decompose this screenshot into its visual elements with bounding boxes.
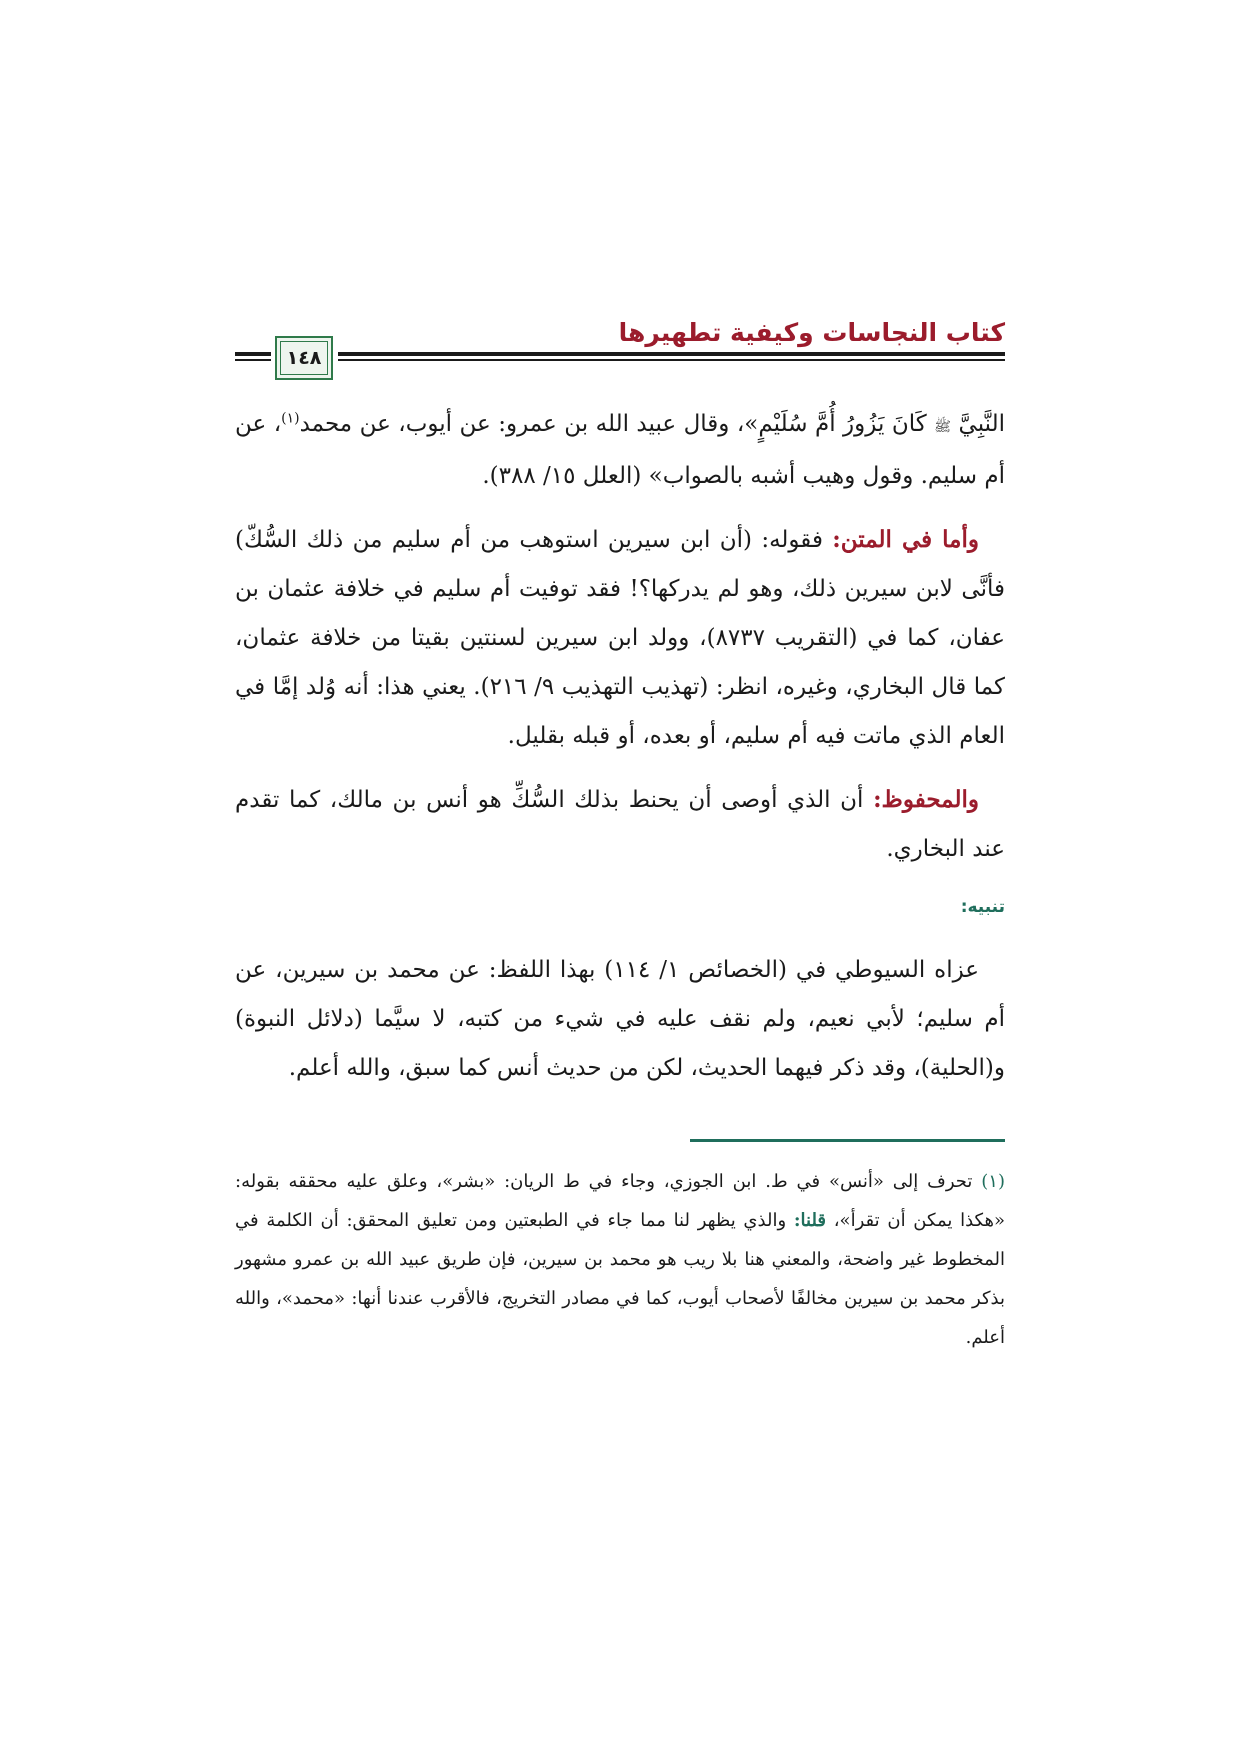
main-text [235,400,1005,1093]
p1-part2: كَانَ يَزُورُ أُمَّ سُلَيْمٍ»، وقال عبيد الله بن عمرو: عن أيوب، عن محمد [299,411,935,437]
header-rule [338,352,1005,362]
paragraph-matn [235,515,1005,761]
paragraph-hadith-continuation [235,400,1005,501]
p1-part1: النَّبِيَّ [958,411,1005,437]
header-rule-left [235,352,271,362]
mahfuz-text: أن الذي أوصى أن يحنط بذلك السُّكِّ هو أنس بن مالك، كما تقدم عند البخاري. [235,787,1005,862]
footnote-qulna: قلنا: [793,1210,827,1231]
salla-glyph: ﷺ [934,419,952,435]
matn-text: فقوله: (أن ابن سيرين استوهب من أم سليم من ذلك السُّكّ) فأنَّى لابن سيرين ذلك، وهو لم يدركها؟! فقد توفيت أم سليم في خلافة عثمان بن عفان، كما في (التقريب ٨٧٣٧)، وولد ابن سيرين لسنتين بقيتا من خلافة عثمان، كما قال البخاري، وغيره، انظر: (تهذيب التهذيب ٩/ ٢١٦). يعني هذا: أنه وُلد إمَّا في العام الذي ماتت فيه أم سليم، أو بعده، أو قبله بقليل. [235,527,1006,749]
tanbih-heading: تنبيه: [960,897,1005,917]
footnote-number: (١) [981,1171,1005,1192]
paragraph-mahfuz [235,775,1005,874]
page-number-badge [275,336,333,380]
footnote-text-1: تحرف إلى «أنس» في ط. ابن الجوزي، وجاء في ط الريان: «بشر»، وعلق عليه محققه بقوله: «هكذا يمكن أن تقرأ»، [235,1171,1005,1231]
footnote-ref[interactable]: (١) [281,410,300,427]
mahfuz-heading: والمحفوظ: [873,786,979,813]
paragraph-tanbih: عزاه السيوطي في (الخصائص ١/ ١١٤) بهذا اللفظ: عن محمد بن سيرين، عن أم سليم؛ لأبي نعيم، ولم نقف عليه في شيء من كتبه، لا سيَّما (دلائل النبوة) و(الحلية)، وقد ذكر فيهما الحديث، لكن من حديث أنس كما سبق، والله أعلم. [235,957,1005,1081]
book-page [235,310,1005,1357]
page-header [235,310,1005,372]
p1-part3: ، عن أم سليم. وقول وهيب أشبه بالصواب» (العلل ١٥/ ٣٨٨). [235,411,1005,489]
page-number: ١٤٨ [286,347,322,369]
matn-heading: وأما في المتن: [832,526,979,553]
footnote-1 [235,1162,1005,1357]
book-title: كتاب النجاسات وكيفية تطهيرها [618,318,1005,347]
footnote-text-2: والذي يظهر لنا مما جاء في الطبعتين ومن تعليق المحقق: أن الكلمة في المخطوط غير واضحة، والمعني هنا بلا ريب هو محمد بن سيرين، فإن طريق عبيد الله بن عمرو مشهور بذكر محمد بن سيرين مخالفًا لأصحاب أيوب، كما في مصادر التخريج، فالأقرب عندنا أنها: «محمد»، والله أعلم. [235,1210,1005,1348]
footnote-separator [690,1139,1005,1142]
